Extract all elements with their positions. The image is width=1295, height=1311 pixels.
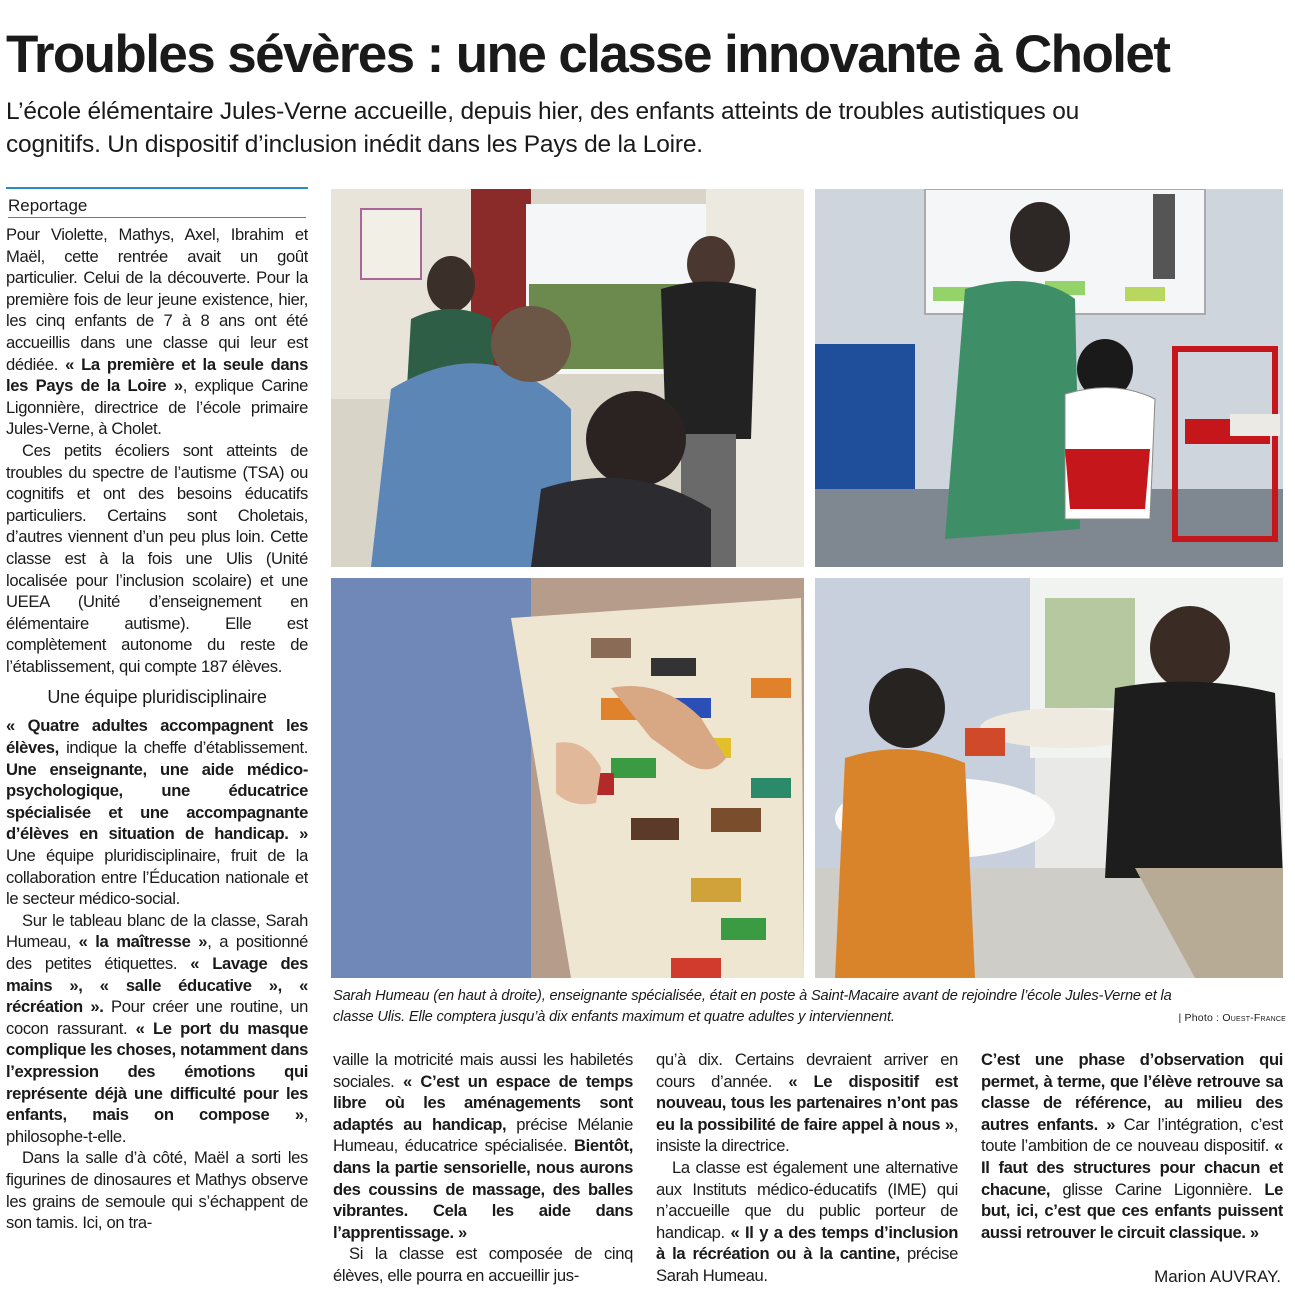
photo-illustration (815, 189, 1283, 567)
text-run: qu’à dix. Certains devraient arriver en cours d’année. (656, 1050, 958, 1091)
headline: Troubles sévères : une classe innovante à Cholet (6, 25, 1170, 84)
photo-illustration (331, 578, 804, 978)
quote: « Quatre adultes accompagnent les élèves, (6, 716, 308, 758)
quote: Bientôt, dans la partie sensorielle, nous aurons des coussins de massage, des balles vibrantes. Cela les aide dans l’apprentissage. » (333, 1136, 633, 1242)
text-run: Une équipe pluridisciplinaire, fruit de la collaboration entre l’Éducation nationale et le secteur médico-social. (6, 846, 308, 909)
article-column-3 (656, 1049, 958, 1299)
quote: « Le dispositif est nouveau, tous les partenaires n’ont pas eu la possibilité de faire appel à nous » (656, 1071, 958, 1134)
quote: Une enseignante, une aide médico-psychologique, une éducatrice spécialisée et une accompagnante d’élèves en situation de handicap. » (6, 759, 308, 844)
photo-illustration (331, 189, 804, 567)
article-column-2 (333, 1049, 633, 1299)
paragraph (6, 910, 308, 1148)
paragraph (656, 1049, 958, 1157)
paragraph (6, 440, 308, 678)
text-run: Sur le tableau blanc de la classe, Sarah Humeau, (6, 910, 308, 952)
text-run: Pour Violette, Mathys, Axel, Ibrahim et Maël, cette rentrée avait un goût particulier. Celui de la découverte. Pour la première fois de leur jeune existence, hier, les cinq enfants de 7 à 8 ans ont été accueillis dans une classe qui leur est dédiée. (6, 225, 308, 374)
paragraph (333, 1243, 633, 1286)
text-run: glisse Carine Ligonnière. (1050, 1179, 1265, 1199)
text-run: , a positionné des petites étiquettes. (6, 932, 308, 973)
rubric-label: Reportage (8, 194, 306, 218)
article-column-4 (981, 1049, 1283, 1263)
paragraph (656, 1157, 958, 1287)
quote: « Il faut des structures pour chacun et chacune, (981, 1136, 1283, 1199)
photo-caption: Sarah Humeau (en haut à droite), enseignante spécialisée, était en poste à Saint-Macaire avant de rejoindre l’école Jules-Verne et la classe Ulis. Elle comptera jusqu’à dix enfants maximum et quatre adultes y interviennent. (333, 988, 1172, 1025)
quote: « Lavage des mains », « salle éducative », « récréation ». (6, 954, 308, 1017)
quote: C’est une phase d’observation qui permet, à terme, que l’élève retrouve sa classe de référence, au milieu des autres enfants. » (981, 1050, 1283, 1134)
text-run: Pour créer une routine, un cocon rassurant. (6, 997, 308, 1038)
text-run: Si la classe est composée de cinq élèves, elle pourra en accueillir jus- (333, 1244, 633, 1285)
text-run: Ces petits écoliers sont atteints de troubles du spectre de l’autisme (TSA) ou cognitifs et ont des besoins éducatifs particuliers. Certains sont Choletais, d’autres viennent d’un peu plus loin. Cette classe est à la fois une Ulis (Unité localisée pour l’inclusion scolaire) et une UEEA (Unité d’enseignement en élémentaire autisme). Elle est complètement autonome du reste de l’établissement, qui compte 187 élèves. (6, 440, 308, 676)
paragraph (333, 1049, 633, 1243)
text-run: , philosophe-t-elle. (6, 1105, 308, 1146)
paragraph (981, 1049, 1283, 1243)
quote: « Il y a des temps d’inclusion à la récréation ou à la cantine, (656, 1222, 958, 1264)
photo-sensory-table (815, 578, 1283, 978)
text-run: Car l’intégration, c’est toute l’ambition de ce nouveau dispositif. (981, 1114, 1283, 1156)
quote: « la maîtresse » (78, 932, 208, 952)
text-run: Dans la salle d’à côté, Maël a sorti les figurines de dinosaures et Mathys observe les grains de semoule qui s’échappent de son tamis. Ici, on tra- (6, 1148, 308, 1233)
photo-classroom-teachers (331, 189, 804, 567)
text-run: vaille la motricité mais aussi les habiletés sociales. (333, 1050, 633, 1091)
author-signature: Marion AUVRAY. (1154, 1267, 1281, 1286)
text-run: , insiste la directrice. (656, 1114, 958, 1156)
quote: « C’est un espace de temps libre où les aménagements sont adaptés au handicap, (333, 1071, 633, 1134)
quote: Le but, ici, c’est que ces enfants puissent aussi retrouver le circuit classique. » (981, 1179, 1283, 1242)
photo-illustration (815, 578, 1283, 978)
paragraph (6, 224, 308, 440)
rubric-rule (6, 187, 308, 189)
quote: « Le port du masque complique les choses, notamment dans l’expression des émotions qui représente déjà une difficulté pour les enfants, mais on compose » (6, 1018, 308, 1125)
text-run: La classe est également une alternative aux Instituts médico-éducatifs (IME) qui n’accueille que du public porteur de handicap. (656, 1157, 958, 1242)
credit-prefix: | Photo : (1178, 1012, 1223, 1024)
text-run: précise Mélanie Humeau, éducatrice spécialisée. (333, 1114, 633, 1156)
subhead: Une équipe pluridisciplinaire (47, 687, 267, 708)
text-run: indique la cheffe d’établissement. (58, 738, 308, 758)
credit-name: Ouest-France (1222, 1012, 1286, 1024)
photo-puzzle-board (331, 578, 804, 978)
article-column-1 (6, 224, 308, 1294)
text-run: , explique Carine Ligonnière, directrice de l’école primaire Jules-Verne, à Cholet. (6, 376, 308, 439)
paragraph (6, 1147, 308, 1233)
standfirst: L’école élémentaire Jules-Verne accueille, depuis hier, des enfants atteints de troubles autistiques ou cognitifs. Un dispositif d’inclusion inédit dans les Pays de la Loire. (6, 98, 1080, 158)
photo-credit (1162, 1011, 1286, 1025)
quote: « La première et la seule dans les Pays de la Loire » (6, 354, 308, 396)
text-run: précise Sarah Humeau. (656, 1244, 958, 1285)
photo-whiteboard-teacher-child (815, 189, 1283, 567)
paragraph (6, 715, 308, 909)
